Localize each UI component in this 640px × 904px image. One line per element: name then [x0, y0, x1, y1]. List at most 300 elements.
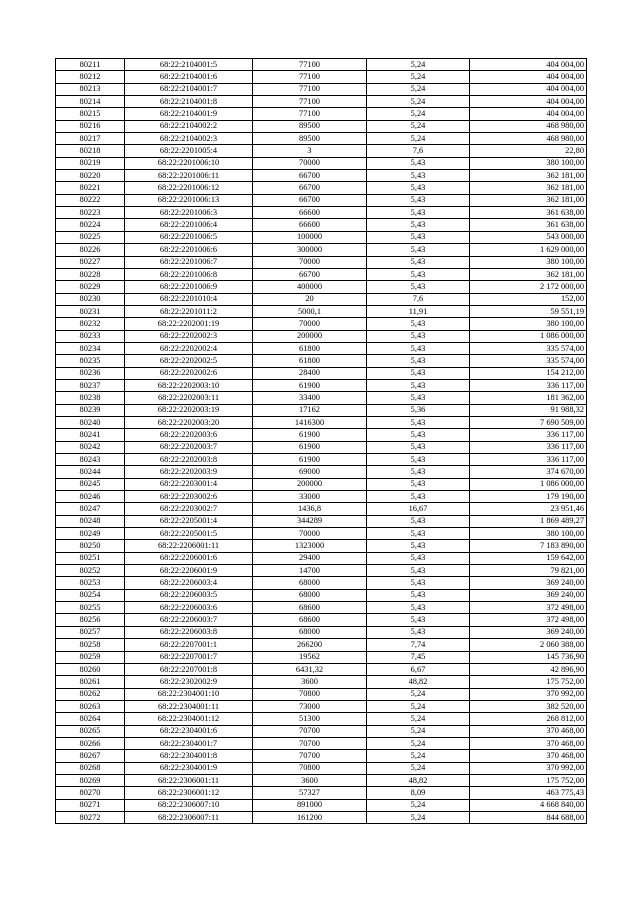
value-cell: 372 498,00 — [470, 602, 587, 614]
area-cell: 61900 — [253, 441, 367, 453]
row-number-cell: 80211 — [56, 59, 125, 71]
row-number-cell: 80219 — [56, 157, 125, 169]
table-row — [56, 219, 587, 231]
value-cell: 336 117,00 — [470, 441, 587, 453]
cadastral-number-cell: 68:22:2104001:6 — [125, 71, 253, 83]
table-row — [56, 552, 587, 564]
rate-cell: 5,43 — [367, 540, 470, 552]
area-cell: 70700 — [253, 725, 367, 737]
table-row — [56, 83, 587, 95]
table-row — [56, 120, 587, 132]
table-row — [56, 318, 587, 330]
area-cell: 200000 — [253, 330, 367, 342]
table-row — [56, 355, 587, 367]
area-cell: 77100 — [253, 59, 367, 71]
cadastral-number-cell: 68:22:2201010:4 — [125, 293, 253, 305]
area-cell: 61900 — [253, 429, 367, 441]
area-cell: 66700 — [253, 268, 367, 280]
value-cell: 154 212,00 — [470, 367, 587, 379]
area-cell: 77100 — [253, 96, 367, 108]
value-cell: 7 183 890,00 — [470, 540, 587, 552]
value-cell: 362 181,00 — [470, 170, 587, 182]
table-row — [56, 454, 587, 466]
table-row — [56, 651, 587, 663]
row-number-cell: 80223 — [56, 207, 125, 219]
rate-cell: 5,43 — [367, 552, 470, 564]
cadastral-number-cell: 68:22:2202003:6 — [125, 429, 253, 441]
value-cell: 181 362,00 — [470, 392, 587, 404]
table-row — [56, 71, 587, 83]
rate-cell: 5,43 — [367, 281, 470, 293]
cadastral-number-cell: 68:22:2202002:6 — [125, 367, 253, 379]
area-cell: 70800 — [253, 762, 367, 774]
cadastral-number-cell: 68:22:2104001:5 — [125, 59, 253, 71]
table-row — [56, 281, 587, 293]
row-number-cell: 80217 — [56, 133, 125, 145]
cadastral-number-cell: 68:22:2302002:9 — [125, 676, 253, 688]
area-cell: 33400 — [253, 392, 367, 404]
table-row — [56, 774, 587, 786]
area-cell: 57327 — [253, 787, 367, 799]
area-cell: 77100 — [253, 108, 367, 120]
rate-cell: 5,24 — [367, 811, 470, 823]
cadastral-number-cell: 68:22:2202003:8 — [125, 454, 253, 466]
row-number-cell: 80264 — [56, 713, 125, 725]
value-cell: 335 574,00 — [470, 342, 587, 354]
rate-cell: 5,24 — [367, 96, 470, 108]
table-row — [56, 676, 587, 688]
row-number-cell: 80252 — [56, 565, 125, 577]
value-cell: 1 629 000,00 — [470, 244, 587, 256]
row-number-cell: 80228 — [56, 268, 125, 280]
value-cell: 369 240,00 — [470, 626, 587, 638]
area-cell: 70700 — [253, 737, 367, 749]
area-cell: 77100 — [253, 71, 367, 83]
row-number-cell: 80239 — [56, 404, 125, 416]
area-cell: 70000 — [253, 318, 367, 330]
area-cell: 66600 — [253, 207, 367, 219]
cadastral-number-cell: 68:22:2201006:3 — [125, 207, 253, 219]
area-cell: 69000 — [253, 466, 367, 478]
value-cell: 2 172 000,00 — [470, 281, 587, 293]
value-cell: 179 190,00 — [470, 491, 587, 503]
area-cell: 68000 — [253, 626, 367, 638]
cadastral-number-cell: 68:22:2201006:5 — [125, 231, 253, 243]
area-cell: 61900 — [253, 454, 367, 466]
rate-cell: 5,36 — [367, 404, 470, 416]
value-cell: 404 004,00 — [470, 108, 587, 120]
table-row — [56, 441, 587, 453]
area-cell: 70800 — [253, 688, 367, 700]
cadastral-number-cell: 68:22:2304001:11 — [125, 700, 253, 712]
table-row — [56, 626, 587, 638]
value-cell: 380 100,00 — [470, 157, 587, 169]
cadastral-number-cell: 68:22:2202003:7 — [125, 441, 253, 453]
value-cell: 1 086 000,00 — [470, 330, 587, 342]
rate-cell: 5,43 — [367, 231, 470, 243]
cadastral-number-cell: 68:22:2304001:9 — [125, 762, 253, 774]
row-number-cell: 80221 — [56, 182, 125, 194]
area-cell: 70000 — [253, 256, 367, 268]
row-number-cell: 80235 — [56, 355, 125, 367]
row-number-cell: 80255 — [56, 602, 125, 614]
row-number-cell: 80257 — [56, 626, 125, 638]
cadastral-number-cell: 68:22:2306007:10 — [125, 799, 253, 811]
area-cell: 3 — [253, 145, 367, 157]
rate-cell: 5,43 — [367, 367, 470, 379]
rate-cell: 5,43 — [367, 626, 470, 638]
rate-cell: 5,24 — [367, 108, 470, 120]
table-row — [56, 811, 587, 823]
rate-cell: 5,43 — [367, 170, 470, 182]
table-row — [56, 244, 587, 256]
value-cell: 22,80 — [470, 145, 587, 157]
row-number-cell: 80265 — [56, 725, 125, 737]
row-number-cell: 80248 — [56, 515, 125, 527]
area-cell: 70000 — [253, 157, 367, 169]
value-cell: 370 468,00 — [470, 737, 587, 749]
rate-cell: 5,43 — [367, 379, 470, 391]
row-number-cell: 80260 — [56, 663, 125, 675]
value-cell: 372 498,00 — [470, 614, 587, 626]
area-cell: 14700 — [253, 565, 367, 577]
rate-cell: 5,43 — [367, 454, 470, 466]
cadastral-number-cell: 68:22:2202003:9 — [125, 466, 253, 478]
table-row — [56, 182, 587, 194]
value-cell: 59 551,19 — [470, 305, 587, 317]
table-row — [56, 700, 587, 712]
table-row — [56, 429, 587, 441]
value-cell: 362 181,00 — [470, 182, 587, 194]
row-number-cell: 80227 — [56, 256, 125, 268]
area-cell: 20 — [253, 293, 367, 305]
area-cell: 161200 — [253, 811, 367, 823]
area-cell: 1416300 — [253, 416, 367, 428]
area-cell: 89500 — [253, 133, 367, 145]
value-cell: 370 992,00 — [470, 762, 587, 774]
table-row — [56, 59, 587, 71]
row-number-cell: 80230 — [56, 293, 125, 305]
rate-cell: 5,43 — [367, 207, 470, 219]
rate-cell: 5,24 — [367, 737, 470, 749]
rate-cell: 5,43 — [367, 515, 470, 527]
cadastral-number-cell: 68:22:2306007:11 — [125, 811, 253, 823]
table-row — [56, 342, 587, 354]
value-cell: 362 181,00 — [470, 268, 587, 280]
row-number-cell: 80254 — [56, 589, 125, 601]
rate-cell: 5,24 — [367, 700, 470, 712]
cadastral-number-cell: 68:22:2203002:7 — [125, 503, 253, 515]
rate-cell: 16,67 — [367, 503, 470, 515]
cadastral-number-cell: 68:22:2201005:4 — [125, 145, 253, 157]
rate-cell: 8,09 — [367, 787, 470, 799]
rate-cell: 5,24 — [367, 713, 470, 725]
value-cell: 543 000,00 — [470, 231, 587, 243]
rate-cell: 5,43 — [367, 244, 470, 256]
rate-cell: 5,24 — [367, 762, 470, 774]
area-cell: 266200 — [253, 639, 367, 651]
value-cell: 382 520,00 — [470, 700, 587, 712]
value-cell: 7 690 509,00 — [470, 416, 587, 428]
area-cell: 1436,8 — [253, 503, 367, 515]
rate-cell: 5,43 — [367, 268, 470, 280]
value-cell: 1 086 000,00 — [470, 478, 587, 490]
value-cell: 335 574,00 — [470, 355, 587, 367]
table-row — [56, 478, 587, 490]
cadastral-number-cell: 68:22:2206001:11 — [125, 540, 253, 552]
area-cell: 66700 — [253, 170, 367, 182]
value-cell: 404 004,00 — [470, 96, 587, 108]
row-number-cell: 80253 — [56, 577, 125, 589]
cadastral-number-cell: 68:22:2201006:8 — [125, 268, 253, 280]
row-number-cell: 80272 — [56, 811, 125, 823]
area-cell: 89500 — [253, 120, 367, 132]
area-cell: 29400 — [253, 552, 367, 564]
row-number-cell: 80229 — [56, 281, 125, 293]
area-cell: 344289 — [253, 515, 367, 527]
table-row — [56, 305, 587, 317]
cadastral-number-cell: 68:22:2206003:6 — [125, 602, 253, 614]
cadastral-number-cell: 68:22:2304001:6 — [125, 725, 253, 737]
row-number-cell: 80263 — [56, 700, 125, 712]
row-number-cell: 80231 — [56, 305, 125, 317]
area-cell: 70000 — [253, 528, 367, 540]
rate-cell: 5,43 — [367, 429, 470, 441]
rate-cell: 5,43 — [367, 589, 470, 601]
cadastral-number-cell: 68:22:2206001:9 — [125, 565, 253, 577]
area-cell: 68000 — [253, 589, 367, 601]
table-row — [56, 293, 587, 305]
rate-cell: 5,43 — [367, 614, 470, 626]
cadastral-number-cell: 68:22:2207001:7 — [125, 651, 253, 663]
rate-cell: 6,67 — [367, 663, 470, 675]
cadastral-number-cell: 68:22:2201006:4 — [125, 219, 253, 231]
rate-cell: 5,24 — [367, 133, 470, 145]
area-cell: 66600 — [253, 219, 367, 231]
row-number-cell: 80233 — [56, 330, 125, 342]
row-number-cell: 80266 — [56, 737, 125, 749]
value-cell: 79 821,00 — [470, 565, 587, 577]
rate-cell: 5,24 — [367, 71, 470, 83]
area-cell: 33000 — [253, 491, 367, 503]
rate-cell: 5,43 — [367, 466, 470, 478]
cadastral-number-cell: 68:22:2201006:12 — [125, 182, 253, 194]
value-cell: 91 988,32 — [470, 404, 587, 416]
cadastral-number-cell: 68:22:2206003:7 — [125, 614, 253, 626]
value-cell: 380 100,00 — [470, 528, 587, 540]
rate-cell: 5,43 — [367, 157, 470, 169]
value-cell: 844 688,00 — [470, 811, 587, 823]
cadastral-number-cell: 68:22:2304001:10 — [125, 688, 253, 700]
table-row — [56, 503, 587, 515]
rate-cell: 5,43 — [367, 577, 470, 589]
row-number-cell: 80261 — [56, 676, 125, 688]
rate-cell: 11,91 — [367, 305, 470, 317]
table-row — [56, 750, 587, 762]
cadastral-number-cell: 68:22:2202003:19 — [125, 404, 253, 416]
row-number-cell: 80262 — [56, 688, 125, 700]
area-cell: 300000 — [253, 244, 367, 256]
cadastral-number-cell: 68:22:2205001:4 — [125, 515, 253, 527]
area-cell: 19562 — [253, 651, 367, 663]
cadastral-number-cell: 68:22:2202002:5 — [125, 355, 253, 367]
rate-cell: 5,43 — [367, 182, 470, 194]
cadastral-number-cell: 68:22:2104002:3 — [125, 133, 253, 145]
table-row — [56, 157, 587, 169]
cadastral-number-cell: 68:22:2202002:3 — [125, 330, 253, 342]
rate-cell: 48,82 — [367, 774, 470, 786]
row-number-cell: 80220 — [56, 170, 125, 182]
value-cell: 369 240,00 — [470, 577, 587, 589]
row-number-cell: 80236 — [56, 367, 125, 379]
rate-cell: 5,24 — [367, 725, 470, 737]
table-row — [56, 491, 587, 503]
table-row — [56, 256, 587, 268]
area-cell: 200000 — [253, 478, 367, 490]
value-cell: 468 980,00 — [470, 120, 587, 132]
row-number-cell: 80234 — [56, 342, 125, 354]
value-cell: 370 468,00 — [470, 725, 587, 737]
value-cell: 175 752,00 — [470, 676, 587, 688]
rate-cell: 5,43 — [367, 219, 470, 231]
value-cell: 152,00 — [470, 293, 587, 305]
row-number-cell: 80215 — [56, 108, 125, 120]
rate-cell: 5,24 — [367, 83, 470, 95]
cadastral-number-cell: 68:22:2201006:7 — [125, 256, 253, 268]
cadastral-number-cell: 68:22:2206001:6 — [125, 552, 253, 564]
table-row — [56, 528, 587, 540]
row-number-cell: 80259 — [56, 651, 125, 663]
row-number-cell: 80226 — [56, 244, 125, 256]
row-number-cell: 80242 — [56, 441, 125, 453]
rate-cell: 5,43 — [367, 478, 470, 490]
table-row — [56, 515, 587, 527]
rate-cell: 5,43 — [367, 392, 470, 404]
row-number-cell: 80268 — [56, 762, 125, 774]
value-cell: 380 100,00 — [470, 256, 587, 268]
table-row — [56, 268, 587, 280]
area-cell: 3600 — [253, 774, 367, 786]
value-cell: 2 060 388,00 — [470, 639, 587, 651]
value-cell: 336 117,00 — [470, 379, 587, 391]
cadastral-number-cell: 68:22:2202003:20 — [125, 416, 253, 428]
value-cell: 336 117,00 — [470, 429, 587, 441]
rate-cell: 5,24 — [367, 688, 470, 700]
area-cell: 100000 — [253, 231, 367, 243]
area-cell: 17162 — [253, 404, 367, 416]
row-number-cell: 80258 — [56, 639, 125, 651]
table-row — [56, 799, 587, 811]
value-cell: 404 004,00 — [470, 59, 587, 71]
cadastral-number-cell: 68:22:2304001:12 — [125, 713, 253, 725]
row-number-cell: 80232 — [56, 318, 125, 330]
row-number-cell: 80245 — [56, 478, 125, 490]
cadastral-number-cell: 68:22:2306001:11 — [125, 774, 253, 786]
table-row — [56, 540, 587, 552]
cadastral-number-cell: 68:22:2201006:10 — [125, 157, 253, 169]
table-row — [56, 392, 587, 404]
cadastral-number-cell: 68:22:2202001:19 — [125, 318, 253, 330]
row-number-cell: 80238 — [56, 392, 125, 404]
cadastral-number-cell: 68:22:2202003:10 — [125, 379, 253, 391]
table-row — [56, 379, 587, 391]
area-cell: 28400 — [253, 367, 367, 379]
area-cell: 73000 — [253, 700, 367, 712]
rate-cell: 5,43 — [367, 256, 470, 268]
rate-cell: 5,43 — [367, 355, 470, 367]
rate-cell: 5,43 — [367, 602, 470, 614]
row-number-cell: 80224 — [56, 219, 125, 231]
rate-cell: 5,43 — [367, 318, 470, 330]
table-row — [56, 330, 587, 342]
value-cell: 468 980,00 — [470, 133, 587, 145]
cadastral-number-cell: 68:22:2203001:4 — [125, 478, 253, 490]
table-row — [56, 725, 587, 737]
rate-cell: 5,43 — [367, 194, 470, 206]
table-row — [56, 787, 587, 799]
rate-cell: 5,24 — [367, 59, 470, 71]
value-cell: 370 468,00 — [470, 750, 587, 762]
row-number-cell: 80269 — [56, 774, 125, 786]
cadastral-number-cell: 68:22:2104002:2 — [125, 120, 253, 132]
row-number-cell: 80244 — [56, 466, 125, 478]
cadastral-number-cell: 68:22:2202002:4 — [125, 342, 253, 354]
row-number-cell: 80225 — [56, 231, 125, 243]
rate-cell: 5,43 — [367, 528, 470, 540]
table-row — [56, 614, 587, 626]
cadastral-number-cell: 68:22:2205001:5 — [125, 528, 253, 540]
area-cell: 68600 — [253, 602, 367, 614]
table-row — [56, 108, 587, 120]
rate-cell: 48,82 — [367, 676, 470, 688]
row-number-cell: 80256 — [56, 614, 125, 626]
cadastral-number-cell: 68:22:2201006:13 — [125, 194, 253, 206]
value-cell: 336 117,00 — [470, 454, 587, 466]
value-cell: 380 100,00 — [470, 318, 587, 330]
rate-cell: 7,45 — [367, 651, 470, 663]
table-row — [56, 589, 587, 601]
value-cell: 369 240,00 — [470, 589, 587, 601]
row-number-cell: 80237 — [56, 379, 125, 391]
area-cell: 6431,32 — [253, 663, 367, 675]
row-number-cell: 80247 — [56, 503, 125, 515]
row-number-cell: 80271 — [56, 799, 125, 811]
value-cell: 404 004,00 — [470, 83, 587, 95]
area-cell: 68000 — [253, 577, 367, 589]
value-cell: 404 004,00 — [470, 71, 587, 83]
row-number-cell: 80218 — [56, 145, 125, 157]
rate-cell: 7,6 — [367, 293, 470, 305]
value-cell: 159 642,00 — [470, 552, 587, 564]
table-row — [56, 565, 587, 577]
area-cell: 61800 — [253, 342, 367, 354]
rate-cell: 7,6 — [367, 145, 470, 157]
cadastral-number-cell: 68:22:2306001:12 — [125, 787, 253, 799]
row-number-cell: 80250 — [56, 540, 125, 552]
cadastral-number-cell: 68:22:2206003:8 — [125, 626, 253, 638]
cadastral-number-cell: 68:22:2201011:2 — [125, 305, 253, 317]
row-number-cell: 80213 — [56, 83, 125, 95]
value-cell: 145 736,90 — [470, 651, 587, 663]
value-cell: 370 992,00 — [470, 688, 587, 700]
table-row — [56, 133, 587, 145]
value-cell: 175 752,00 — [470, 774, 587, 786]
value-cell: 362 181,00 — [470, 194, 587, 206]
area-cell: 66700 — [253, 194, 367, 206]
table-row — [56, 145, 587, 157]
table-row — [56, 688, 587, 700]
area-cell: 70700 — [253, 750, 367, 762]
